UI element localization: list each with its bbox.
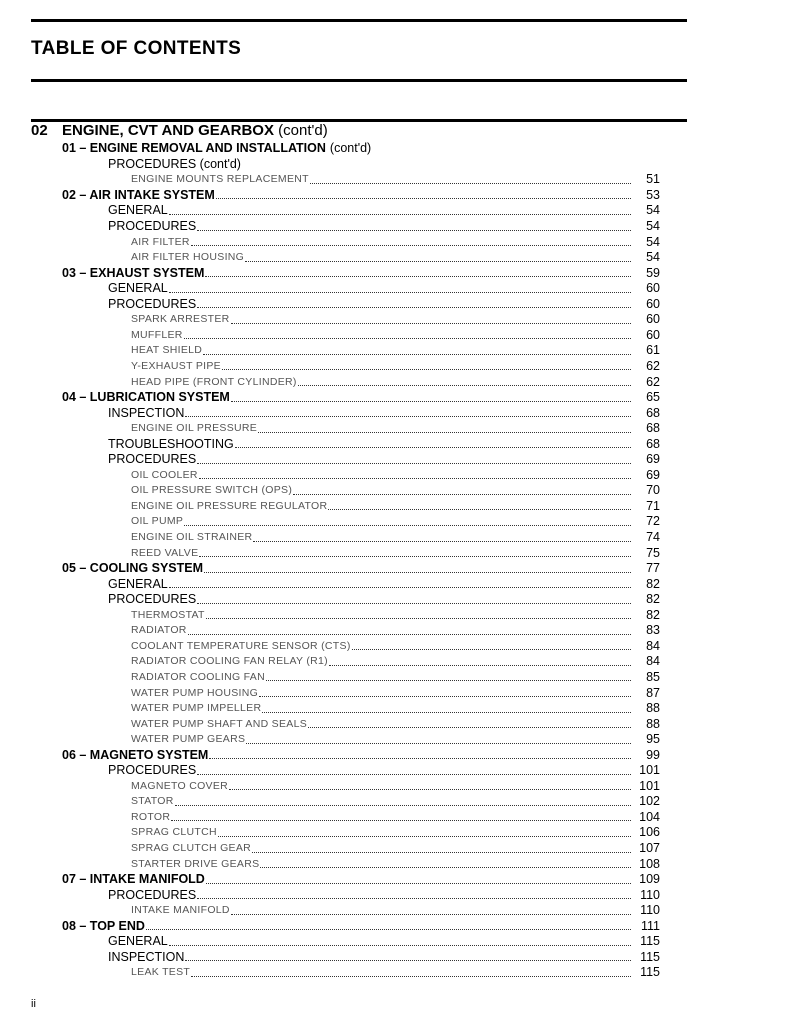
toc-entry-note: (cont'd) (329, 141, 372, 156)
toc-entry-page: 99 (646, 747, 660, 762)
toc-entry-label: OIL COOLER (131, 468, 198, 481)
dot-leader (191, 976, 631, 977)
toc-entry[interactable] (0, 468, 660, 484)
section-note: (cont'd) (278, 122, 328, 139)
toc-entry-label: WATER PUMP HOUSING (131, 686, 259, 699)
toc-entry[interactable] (0, 390, 660, 406)
toc-entry-label: PROCEDURES (108, 296, 197, 311)
dot-leader (222, 369, 631, 370)
toc-entry-label: THERMOSTAT (131, 608, 205, 621)
toc-entry[interactable] (0, 499, 660, 515)
toc-entry-page: 59 (646, 265, 660, 280)
toc-entry[interactable] (0, 297, 660, 313)
dot-leader (169, 945, 631, 946)
dot-leader (245, 261, 631, 262)
toc-entry-label: GENERAL (108, 203, 168, 218)
toc-entry[interactable] (0, 763, 660, 779)
toc-entry-page: 108 (639, 856, 660, 871)
toc-entry-page: 85 (646, 669, 660, 684)
section-title: ENGINE, CVT AND GEARBOX (62, 122, 274, 139)
toc-entry[interactable] (0, 514, 660, 530)
dot-leader (191, 245, 631, 246)
dot-leader (231, 401, 631, 402)
toc-entry[interactable] (0, 919, 660, 935)
toc-entry-page: 54 (646, 203, 660, 218)
dot-leader (199, 556, 631, 557)
toc-entry-label: TROUBLESHOOTING (108, 436, 234, 451)
toc-entry[interactable] (0, 545, 660, 561)
toc-entry-label: GENERAL (108, 281, 168, 296)
dot-leader (197, 230, 631, 231)
dot-leader (184, 525, 631, 526)
toc-entry[interactable] (0, 359, 660, 375)
toc-entry-page: 87 (646, 685, 660, 700)
page-title: TABLE OF CONTENTS (31, 38, 242, 59)
toc-entry-label: SPRAG CLUTCH (131, 826, 217, 839)
toc-entry-page: 51 (646, 172, 660, 187)
toc-entry-page: 69 (646, 467, 660, 482)
toc-entry-label: 04 – LUBRICATION SYSTEM (62, 390, 230, 405)
toc-entry-label: WATER PUMP SHAFT AND SEALS (131, 717, 308, 730)
toc-entry-page: 84 (646, 638, 660, 653)
toc-entry-label: SPRAG CLUTCH GEAR (131, 842, 252, 855)
toc-entry-page: 60 (646, 327, 660, 342)
toc-entry-page: 82 (646, 576, 660, 591)
toc-entry[interactable] (0, 670, 660, 686)
toc-entry[interactable] (0, 436, 660, 452)
toc-entry-label: 08 – TOP END (62, 918, 145, 933)
toc-entry[interactable] (0, 374, 660, 390)
toc-entry-page: 95 (646, 732, 660, 747)
toc-entry[interactable] (0, 483, 660, 499)
toc-entry[interactable] (0, 825, 660, 841)
toc-entry[interactable] (0, 328, 660, 344)
toc-entry-page: 82 (646, 607, 660, 622)
toc-entry[interactable] (0, 685, 660, 701)
toc-entry-label: GENERAL (108, 934, 168, 949)
toc-entry[interactable] (0, 810, 660, 826)
toc-entry-label: STATOR (131, 795, 174, 808)
toc-entry-label: PROCEDURES (108, 219, 197, 234)
toc-entry[interactable] (0, 732, 660, 748)
toc-entry-label: 02 – AIR INTAKE SYSTEM (62, 187, 215, 202)
toc-entry-label: MAGNETO COVER (131, 779, 229, 792)
toc-entry-label: STARTER DRIVE GEARS (131, 857, 260, 870)
toc-entry[interactable] (0, 608, 660, 624)
toc-entry-label: 03 – EXHAUST SYSTEM (62, 265, 205, 280)
dot-leader (293, 494, 631, 495)
toc-entry-page: 54 (646, 234, 660, 249)
dot-leader (184, 338, 631, 339)
toc-entry-page: 102 (639, 794, 660, 809)
toc-entry-page: 83 (646, 623, 660, 638)
toc-entry-label: PROCEDURES (cont'd) (108, 156, 241, 171)
toc-entry[interactable] (0, 934, 660, 950)
toc-entry[interactable] (0, 747, 660, 763)
dot-leader (259, 696, 631, 697)
dot-leader (185, 416, 631, 417)
toc-entry-page: 88 (646, 716, 660, 731)
toc-entry-page: 110 (640, 887, 660, 902)
toc-entry-label: COOLANT TEMPERATURE SENSOR (CTS) (131, 639, 351, 652)
toc-entry-page: 75 (646, 545, 660, 560)
toc-entry-page: 71 (646, 498, 660, 513)
toc-entry-label: MUFFLER (131, 328, 183, 341)
dot-leader (185, 960, 631, 961)
toc-entry-label: WATER PUMP GEARS (131, 733, 246, 746)
toc-entry-page: 70 (646, 483, 660, 498)
toc-entry-label: RADIATOR (131, 624, 187, 637)
dot-leader (231, 914, 631, 915)
toc-entry[interactable] (0, 343, 660, 359)
toc-entry-page: 110 (640, 903, 660, 918)
toc-entry[interactable] (0, 872, 660, 888)
toc-entry[interactable] (0, 701, 660, 717)
toc-entry[interactable] (0, 794, 660, 810)
dot-leader (204, 572, 631, 573)
toc-entry-label: PROCEDURES (108, 452, 197, 467)
toc-entry-page: 54 (646, 219, 660, 234)
dot-leader (253, 541, 631, 542)
toc-entry-page: 62 (646, 358, 660, 373)
toc-entry-label: ENGINE OIL PRESSURE REGULATOR (131, 499, 328, 512)
toc-entry[interactable] (0, 530, 660, 546)
toc-entry-page: 101 (639, 763, 660, 778)
toc-entry-page: 104 (639, 809, 660, 824)
toc-entry-label: ENGINE OIL PRESSURE (131, 422, 258, 435)
dot-leader (246, 743, 631, 744)
toc-entry-page: 74 (646, 530, 660, 545)
toc-entry-label: AIR FILTER HOUSING (131, 251, 245, 264)
toc-entry-label: PROCEDURES (108, 592, 197, 607)
toc-entry-page: 115 (640, 949, 660, 964)
toc-entry[interactable] (0, 903, 660, 919)
toc-entry[interactable] (0, 452, 660, 468)
dot-leader (262, 712, 631, 713)
toc-entry[interactable] (0, 887, 660, 903)
dot-leader (197, 463, 631, 464)
toc-entry[interactable] (0, 312, 660, 328)
toc-entry-page: 60 (646, 312, 660, 327)
section-number: 02 (31, 122, 48, 139)
toc-entry-label: HEAD PIPE (FRONT CYLINDER) (131, 375, 297, 388)
toc-entry-page: 82 (646, 592, 660, 607)
toc-entry-page: 115 (640, 934, 660, 949)
toc-entry-page: 72 (646, 514, 660, 529)
toc-entry-page: 68 (646, 436, 660, 451)
dot-leader (258, 432, 631, 433)
section-heading[interactable] (31, 121, 687, 141)
dot-leader (169, 214, 631, 215)
toc-entry-label: ENGINE OIL STRAINER (131, 531, 253, 544)
toc-entry-label: INSPECTION (108, 949, 185, 964)
toc-entry[interactable] (0, 203, 660, 219)
dot-leader (146, 929, 631, 930)
toc-entry-page: 61 (646, 343, 660, 358)
dot-leader (197, 307, 631, 308)
toc-entry-page: 69 (646, 452, 660, 467)
toc-entry-label: HEAT SHIELD (131, 344, 203, 357)
toc-entry[interactable] (0, 250, 660, 266)
toc-entry-label: INTAKE MANIFOLD (131, 904, 230, 917)
toc-entry-page: 68 (646, 421, 660, 436)
toc-entry-page: 60 (646, 296, 660, 311)
toc-entry-label: INSPECTION (108, 405, 185, 420)
dot-leader (169, 292, 631, 293)
toc-entry-page: 62 (646, 374, 660, 389)
dot-leader (203, 354, 631, 355)
toc-entry-page: 109 (639, 872, 660, 887)
toc-entry-page: 88 (646, 701, 660, 716)
dot-leader (298, 385, 631, 386)
toc-entry[interactable] (0, 405, 660, 421)
toc-entry-page: 65 (646, 390, 660, 405)
toc-entry-page: 53 (646, 187, 660, 202)
toc-entry[interactable] (0, 716, 660, 732)
toc-entry-label: AIR FILTER (131, 235, 190, 248)
dot-leader (231, 323, 631, 324)
toc-entry[interactable] (0, 841, 660, 857)
toc-entry-page: 101 (639, 778, 660, 793)
toc-entry[interactable] (0, 234, 660, 250)
dot-leader (235, 447, 631, 448)
toc-entry-label: 07 – INTAKE MANIFOLD (62, 872, 205, 887)
toc-entry[interactable] (0, 779, 660, 795)
dot-leader (252, 852, 631, 853)
toc-entry-label: Y-EXHAUST PIPE (131, 359, 221, 372)
top-rule (31, 19, 687, 22)
toc-entry-label: 01 – ENGINE REMOVAL AND INSTALLATION (62, 141, 326, 156)
toc-entry[interactable] (0, 265, 660, 281)
dot-leader (310, 183, 631, 184)
dot-leader (218, 836, 631, 837)
toc-entry-label: PROCEDURES (108, 763, 197, 778)
footer-page-number: ii (31, 998, 36, 1010)
toc-entry[interactable] (0, 219, 660, 235)
toc-entry-page: 68 (646, 405, 660, 420)
dot-leader (206, 883, 631, 884)
toc-entry[interactable] (0, 281, 660, 297)
toc-entry[interactable] (0, 856, 660, 872)
toc-entry[interactable] (0, 188, 660, 204)
toc-entry[interactable] (0, 157, 660, 173)
toc-entry-label: ROTOR (131, 810, 171, 823)
dot-leader (205, 276, 631, 277)
toc-entry[interactable] (0, 639, 660, 655)
toc-entry[interactable] (0, 950, 660, 966)
dot-leader (206, 618, 631, 619)
toc-entry-page: 111 (640, 918, 660, 933)
dot-leader (197, 774, 631, 775)
dot-leader (188, 634, 631, 635)
dot-leader (352, 649, 631, 650)
toc-entry-label: GENERAL (108, 576, 168, 591)
header-rule (31, 79, 687, 82)
dot-leader (308, 727, 631, 728)
toc-entry-label: 06 – MAGNETO SYSTEM (62, 747, 209, 762)
dot-leader (266, 680, 631, 681)
toc-entry[interactable] (0, 592, 660, 608)
toc-entry[interactable] (0, 654, 660, 670)
toc-entry-label: RADIATOR COOLING FAN (131, 670, 265, 683)
toc-entry-page: 115 (640, 965, 660, 980)
toc-entry-page: 60 (646, 281, 660, 296)
dot-leader (229, 789, 631, 790)
toc-entry-page: 54 (646, 250, 660, 265)
toc-entry[interactable] (0, 141, 660, 157)
toc-entry-page: 77 (646, 561, 660, 576)
dot-leader (169, 587, 631, 588)
toc-entry[interactable] (0, 623, 660, 639)
toc-entry-label: REED VALVE (131, 546, 199, 559)
dot-leader (216, 198, 631, 199)
dot-leader (329, 665, 631, 666)
dot-leader (209, 758, 631, 759)
toc-entry-label: OIL PRESSURE SWITCH (OPS) (131, 484, 293, 497)
dot-leader (175, 805, 631, 806)
dot-leader (328, 509, 631, 510)
toc-entry-label: SPARK ARRESTER (131, 313, 230, 326)
toc-entry-label: RADIATOR COOLING FAN RELAY (R1) (131, 655, 328, 668)
toc-entry-label: WATER PUMP IMPELLER (131, 702, 262, 715)
toc-entry-page: 84 (646, 654, 660, 669)
toc-entry[interactable] (0, 172, 660, 188)
dot-leader (260, 867, 631, 868)
toc-entry-label: ENGINE MOUNTS REPLACEMENT (131, 173, 309, 186)
toc-entry[interactable] (0, 421, 660, 437)
toc-entry[interactable] (0, 965, 660, 981)
toc-entry[interactable] (0, 561, 660, 577)
dot-leader (197, 603, 631, 604)
toc-entry-page: 106 (639, 825, 660, 840)
toc-entry-label: LEAK TEST (131, 966, 191, 979)
dot-leader (199, 478, 631, 479)
toc-entry-label: PROCEDURES (108, 887, 197, 902)
toc-entry-page: 107 (639, 841, 660, 856)
dot-leader (171, 820, 631, 821)
toc-entry[interactable] (0, 576, 660, 592)
dot-leader (197, 898, 631, 899)
toc-entry-label: 05 – COOLING SYSTEM (62, 561, 204, 576)
toc-entry-label: OIL PUMP (131, 515, 184, 528)
